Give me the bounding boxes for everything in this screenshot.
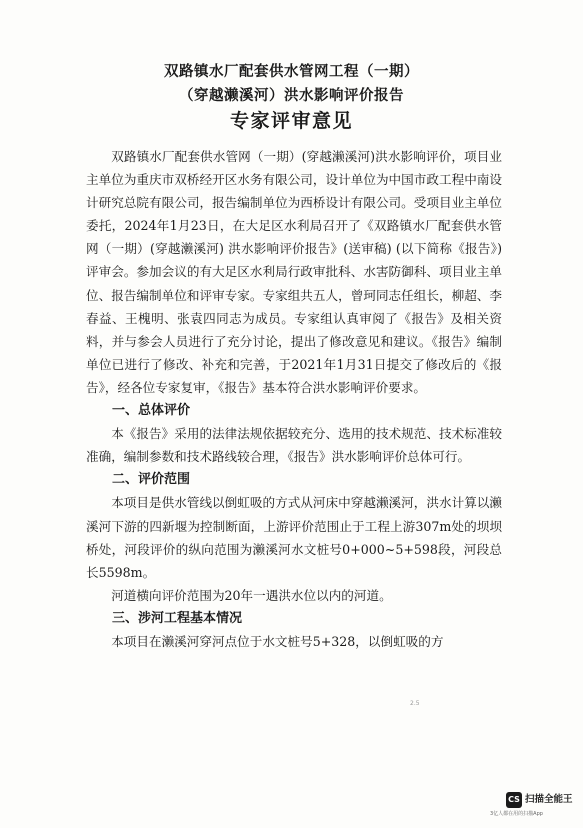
camscanner-logo-icon: CS	[506, 792, 522, 808]
document-title-line2: （穿越濑溪河）洪水影响评价报告	[179, 87, 404, 104]
scanner-tagline: 3亿人都在用的扫描App	[490, 811, 543, 817]
intro-paragraph: 双路镇水厂配套供水管网（一期）(穿越濑溪河)洪水影响评价，项目业主单位为重庆市双桥经开区水务有限公司，设计单位为中国市政工程中南设计研究总院有限公司，报告编制单位为西桥设计有限公司。受项目业主单位委托，2024年1月23日，在大足区水利局召开了《双路镇水厂配套供水管网（一期）(穿越濑溪河) 洪水影响评价报告》(送审稿) (以下简称《报告》) 评审会。参加会议的有大足区水利局行政审批科、水害防御科、项目业主单位、报告编制单位和评审专家。专家组共五人，曾珂同志任组长，柳超、李春益、王槐明、张袁四同志为成员。专家组认真审阅了《报告》及相关资料，并与参会人员进行了充分讨论，提出了修改意见和建议。《报告》编制单位已进行了修改、补充和完善，于2021年1月31日提交了修改后的《报告》，经各位专家复审，《报告》基本符合洪水影响评价要求。	[86, 149, 502, 395]
section2-heading: 二、评价范围	[112, 472, 191, 488]
document-body	[86, 145, 502, 653]
document-title-line1: 双路镇水厂配套供水管网工程（一期）	[164, 63, 419, 80]
section2-paragraph2: 河道横向评价范围为20年一遇洪水位以内的河道。	[111, 587, 392, 603]
section1-paragraph: 本《报告》采用的法律法规依据较充分、选用的技术规范、技术标准较准确，编制参数和技术路线较合理，《报告》洪水影响评价总体可行。	[86, 426, 502, 465]
section2-paragraph1: 本项目是供水管线以倒虹吸的方式从河床中穿越濑溪河，洪水计算以濑溪河下游的四新堰为控制断面，上游评价范围止于工程上游307m处的坝坝桥处，河段评价的纵向范围为濑溪河水文桩号0+000~5+598段，河段总长5598m。	[86, 495, 502, 580]
page-mark: 2.5	[410, 700, 420, 707]
scanner-app-name: 扫描全能王	[525, 794, 573, 805]
document-main-title: 专家评审意见	[229, 110, 353, 132]
scanner-watermark	[490, 790, 583, 818]
section3-paragraph: 本项目在濑溪河穿河点位于水文桩号5+328，以倒虹吸的方	[111, 633, 444, 649]
section3-heading: 三、涉河工程基本情况	[112, 610, 243, 626]
section1-heading: 一、总体评价	[112, 403, 191, 419]
